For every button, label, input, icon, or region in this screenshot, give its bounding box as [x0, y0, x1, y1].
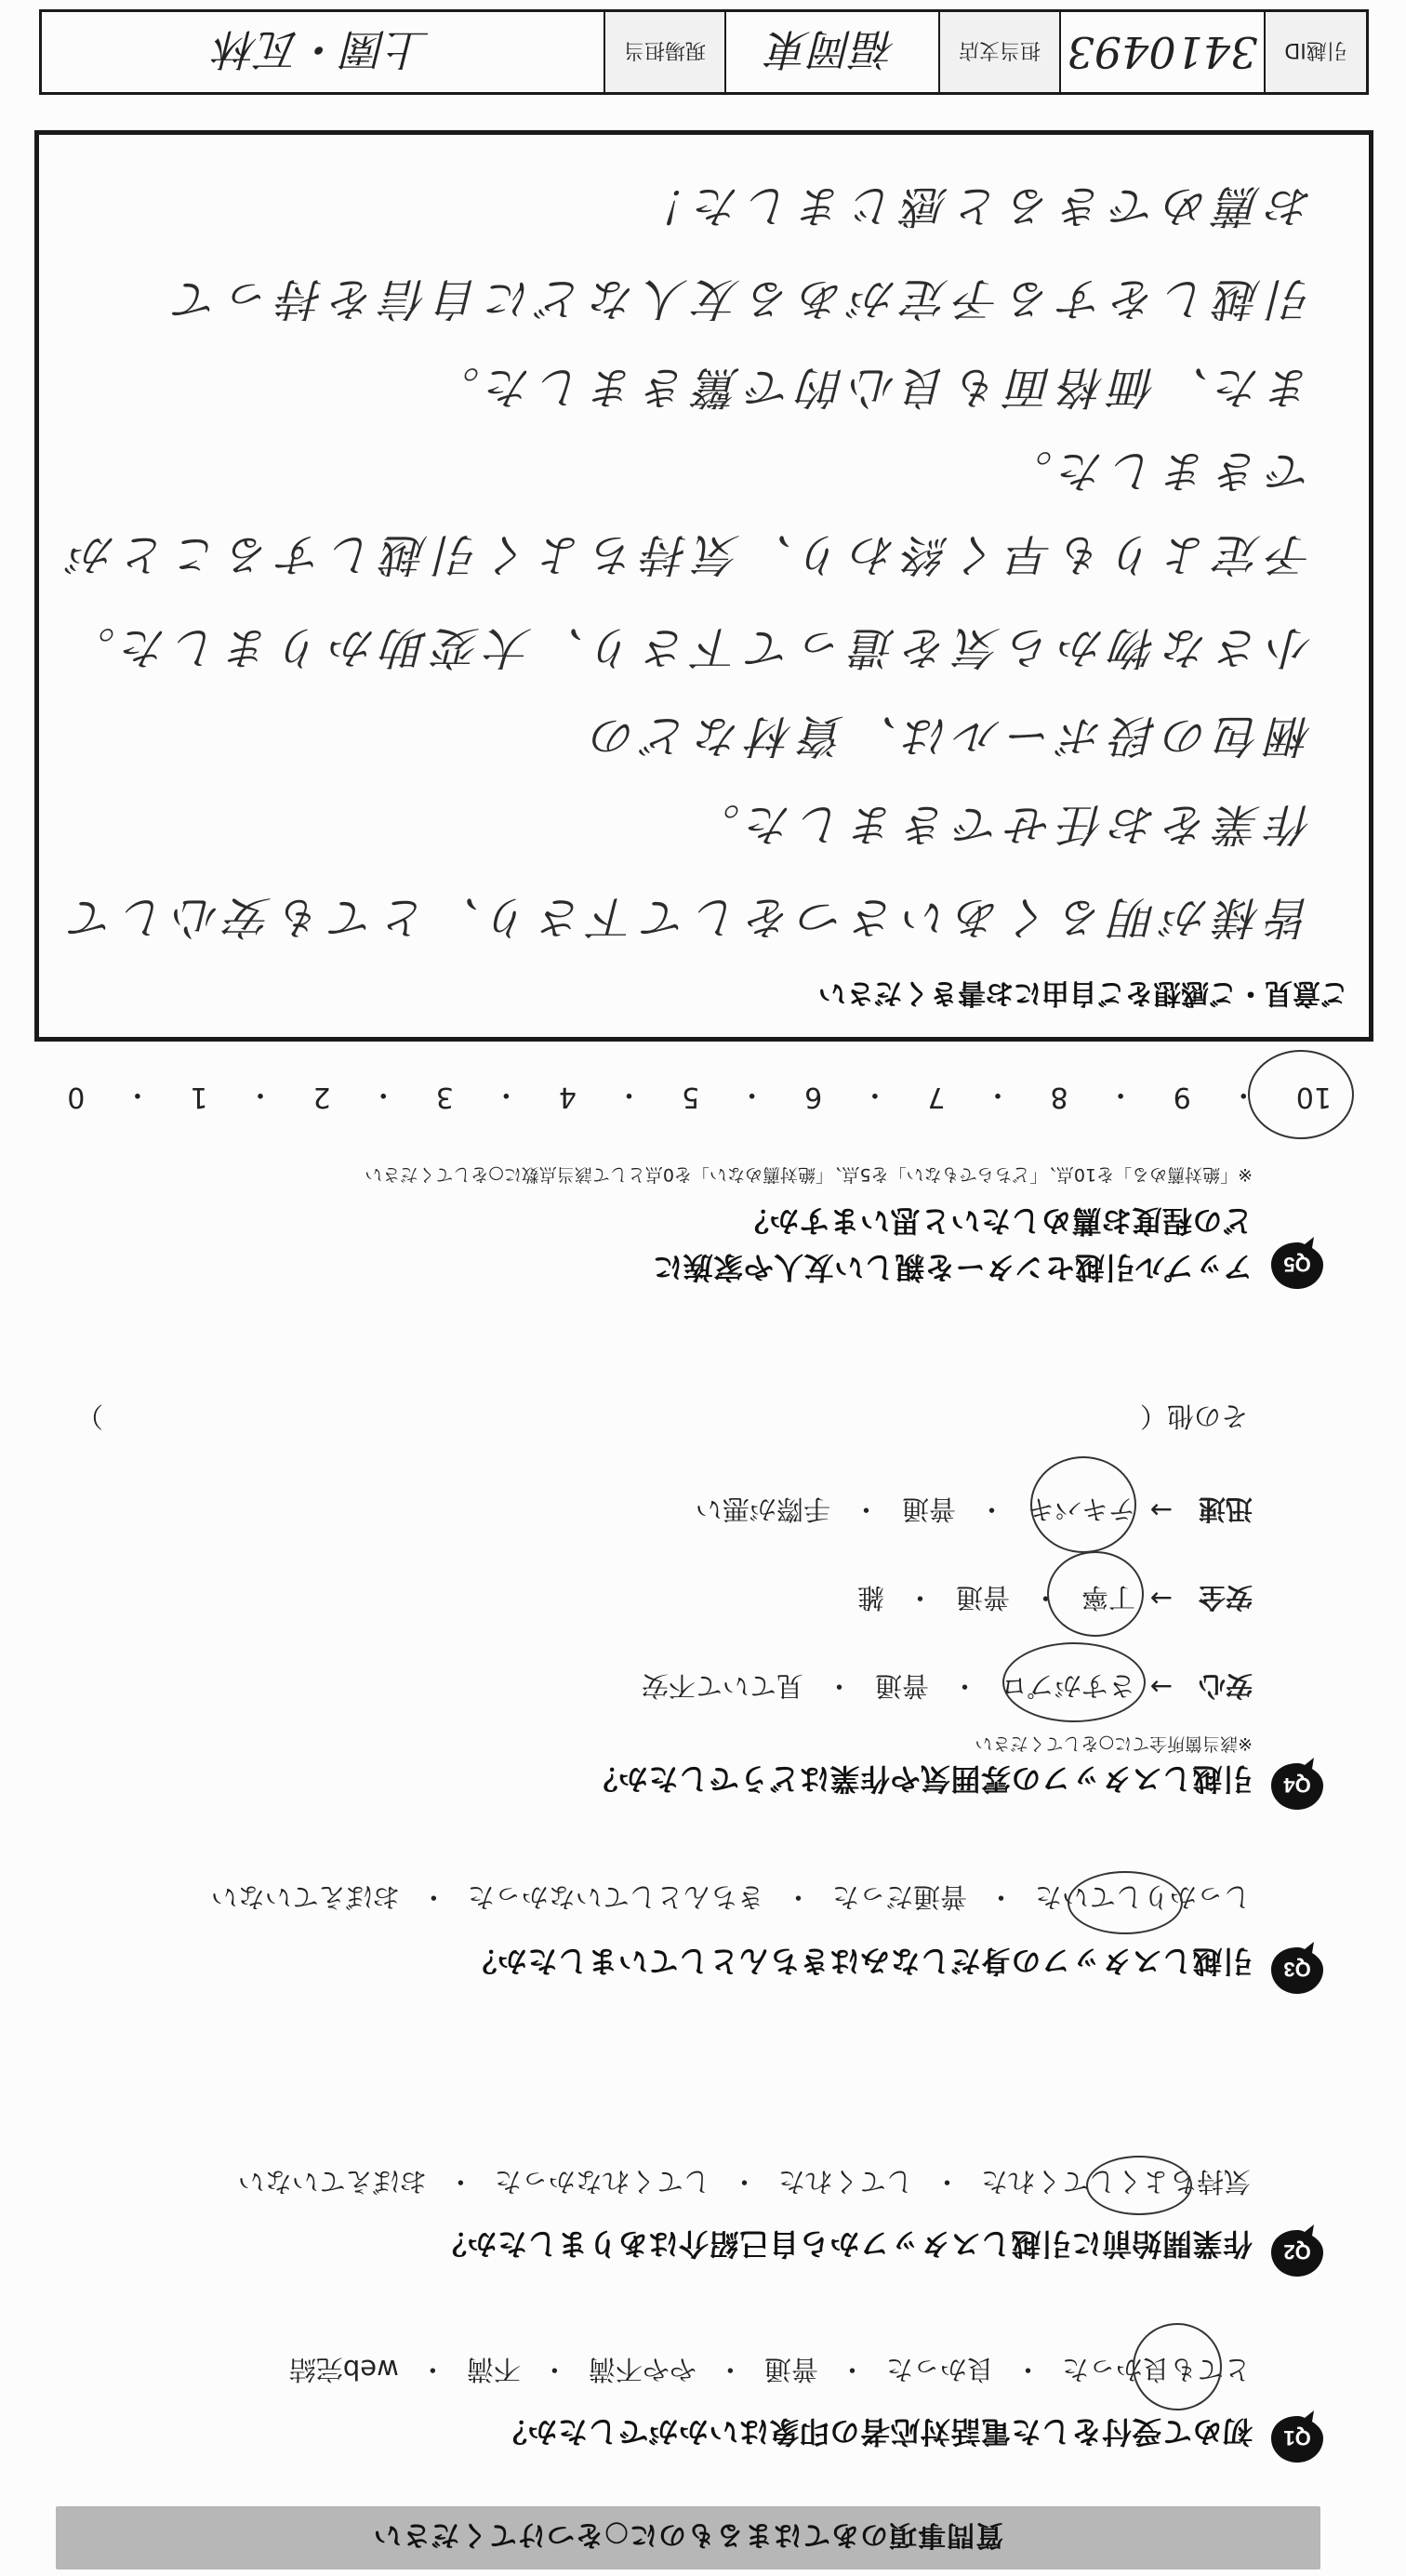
handwritten-line: 引越しをする予定がある友人などに自信を持って — [166, 272, 1313, 325]
score-option[interactable]: 10 — [1295, 1081, 1332, 1114]
q4-category: 安全 — [1198, 1582, 1253, 1613]
svg-text:Q5: Q5 — [1283, 1253, 1311, 1276]
q4-badge-icon — [1267, 1754, 1327, 1813]
arrow-icon: → — [1149, 1494, 1174, 1527]
q4-anshin-selection-mark — [1002, 1642, 1146, 1722]
q2-options: 気持ちよくしてくれた ・ してくれた ・ してくれなかった ・ おぼえていない — [236, 2164, 1253, 2202]
move-id-label: 引越ID — [1264, 12, 1366, 92]
branch-value[interactable]: 福岡東 — [724, 12, 938, 92]
q4-option[interactable]: 普通 — [874, 1670, 929, 1702]
q4-question: 引越しスタッフの雰囲気や作業はどうでしたか？ — [587, 1761, 1253, 1797]
q2-option[interactable]: してくれた — [777, 2166, 913, 2198]
q4-anzen-selection-mark — [1047, 1551, 1144, 1637]
separator: ・ — [860, 1078, 889, 1110]
q1-option[interactable]: web完結 — [288, 2354, 399, 2385]
leader-value[interactable]: 上園・瓦林 — [216, 24, 430, 74]
q1-question: 初めて受付をした電話対応者の印象はいかがでしたか？ — [497, 2414, 1253, 2450]
q4-note: ※該当箇所全てに○をしてください — [975, 1733, 1253, 1754]
q4-row-anshin: 安心 → さすがプロ ・ 普通 ・ 見ていて不安 — [642, 1668, 1253, 1706]
q2-option[interactable]: 気持ちよくしてくれた — [980, 2166, 1251, 2198]
q4-other-close: ） — [76, 1401, 104, 1432]
q5-question-line2: どの程度お薦めしたいと思いますか？ — [738, 1203, 1253, 1239]
q2-option[interactable]: おぼえていない — [237, 2166, 427, 2198]
svg-text:Q4: Q4 — [1283, 1773, 1311, 1797]
q4-option[interactable]: 普通 — [955, 1582, 1010, 1613]
q2-option[interactable]: してくれなかった — [494, 2166, 710, 2198]
q3-question: 引越しスタッフの身だしなみはきちんとしていましたか？ — [466, 1944, 1253, 1979]
svg-text:Q3: Q3 — [1283, 1958, 1311, 1981]
q4-row-anzen: 安全 → 丁寧 ・ 普通 ・ 雑 — [857, 1580, 1253, 1618]
instruction-banner: 質問事項のあてはまるものに○をつけてください — [56, 2506, 1320, 2569]
q3-badge-icon — [1267, 1938, 1327, 1998]
leader-label: 現場担当 — [604, 12, 724, 92]
q1-selection-mark — [1133, 2323, 1222, 2410]
q4-category: 安心 — [1198, 1670, 1253, 1702]
q4-option[interactable]: 見ていて不安 — [641, 1670, 803, 1702]
score-option[interactable]: 9 — [1173, 1081, 1191, 1114]
score-option[interactable]: 6 — [804, 1081, 823, 1114]
q1-option[interactable]: 不満 — [466, 2354, 521, 2385]
q1-option[interactable]: やや不満 — [588, 2354, 696, 2385]
q3-option[interactable]: しっかりしていた — [1034, 1881, 1251, 1913]
svg-text:Q2: Q2 — [1283, 2240, 1311, 2264]
info-table — [39, 9, 1369, 95]
q3-options: しっかりしていた ・ 普通だった ・ きちんとしていなかった ・ おぼえていない — [209, 1879, 1253, 1918]
q3-selection-mark — [1068, 1871, 1183, 1934]
q4-category: 迅速 — [1198, 1494, 1253, 1525]
q5-selection-mark — [1248, 1050, 1354, 1139]
q1-option[interactable]: 良かった — [885, 2354, 994, 2385]
q2-selection-mark — [1086, 2156, 1192, 2215]
q5-note: ※「絶対薦める」を10点、「どちらでもない」を5点、「絶対薦めない」を0点として該当点数に○をしてください — [365, 1164, 1253, 1185]
separator: ・ — [615, 1078, 643, 1110]
q4-option[interactable]: さすがプロ — [1000, 1670, 1135, 1702]
q4-option[interactable]: 手際が悪い — [695, 1494, 830, 1525]
score-option[interactable]: 5 — [682, 1081, 700, 1114]
q1-option[interactable]: とても良かった — [1061, 2354, 1251, 2385]
q1-badge-icon — [1267, 2407, 1327, 2466]
score-option[interactable]: 7 — [927, 1081, 946, 1114]
comment-header: ご意見・ご感想をご自由にお書きください — [818, 976, 1348, 1009]
move-id-value[interactable]: 3410493 — [1059, 12, 1264, 92]
handwritten-line: 皆様が明るくあいさつをして下さり、とても安心して — [62, 891, 1313, 943]
q5-question-line1: アップル引越センターを親しい友人や家族に — [652, 1250, 1253, 1285]
q4-option[interactable]: 普通 — [901, 1494, 956, 1525]
score-option[interactable]: 0 — [67, 1081, 86, 1114]
handwritten-line: 作業をお任せできました。 — [687, 798, 1313, 850]
separator: ・ — [1107, 1078, 1135, 1110]
separator: ・ — [1229, 1078, 1258, 1110]
handwritten-line: 梱包の段ボールは、資材などの — [584, 710, 1313, 762]
q4-other-row — [76, 1399, 1248, 1437]
branch-label: 担当支店 — [938, 12, 1059, 92]
q5-badge-icon — [1267, 1233, 1327, 1293]
q4-jinsoku-selection-mark — [1027, 1456, 1136, 1553]
q4-row-jinsoku: 迅速 → テキパキ ・ 普通 ・ 手際が悪い — [696, 1492, 1253, 1530]
q5-score-scale — [67, 1060, 1332, 1135]
score-option[interactable]: 4 — [558, 1081, 577, 1114]
q1-option[interactable]: 普通 — [763, 2354, 818, 2385]
separator: ・ — [246, 1078, 275, 1110]
q2-badge-icon — [1267, 2221, 1327, 2280]
handwritten-line: できました。 — [1000, 445, 1313, 497]
separator: ・ — [123, 1078, 152, 1110]
score-option[interactable]: 3 — [435, 1081, 454, 1114]
q4-option[interactable]: 雑 — [856, 1582, 884, 1613]
separator: ・ — [737, 1078, 766, 1110]
q2-question: 作業開始前に引越しスタッフから自己紹介はありましたか？ — [436, 2226, 1253, 2262]
q1-options: とても良かった ・ 良かった ・ 普通 ・ やや不満 ・ 不満 ・ web完結 — [287, 2352, 1253, 2390]
score-option[interactable]: 1 — [190, 1081, 208, 1114]
handwritten-line: 予定よりも早く終わり、気持ちよく引越しすることが — [62, 528, 1313, 580]
score-option[interactable]: 2 — [312, 1081, 331, 1114]
q3-option[interactable]: きちんとしていなかった — [467, 1881, 764, 1913]
handwritten-line: 小さな物から気を遣って下さり、大変助かりました。 — [62, 621, 1313, 673]
score-option[interactable]: 8 — [1050, 1081, 1068, 1114]
separator: ・ — [983, 1078, 1012, 1110]
separator: ・ — [492, 1078, 521, 1110]
q3-option[interactable]: 普通だった — [831, 1881, 967, 1913]
comment-box[interactable] — [34, 130, 1373, 1042]
q4-other-label[interactable]: その他（ — [1139, 1401, 1248, 1432]
arrow-icon: → — [1149, 1671, 1174, 1704]
arrow-icon: → — [1149, 1583, 1174, 1615]
q4-option[interactable]: 丁寧 — [1081, 1582, 1135, 1613]
handwritten-line: また、価格面も良心的で驚きました。 — [427, 361, 1313, 413]
q3-option[interactable]: おぼえていない — [210, 1881, 400, 1913]
handwritten-line: お薦めできると感じました！ — [635, 179, 1313, 232]
separator: ・ — [369, 1078, 398, 1110]
q4-option[interactable]: テキパキ — [1027, 1494, 1135, 1525]
svg-text:Q1: Q1 — [1283, 2426, 1311, 2450]
